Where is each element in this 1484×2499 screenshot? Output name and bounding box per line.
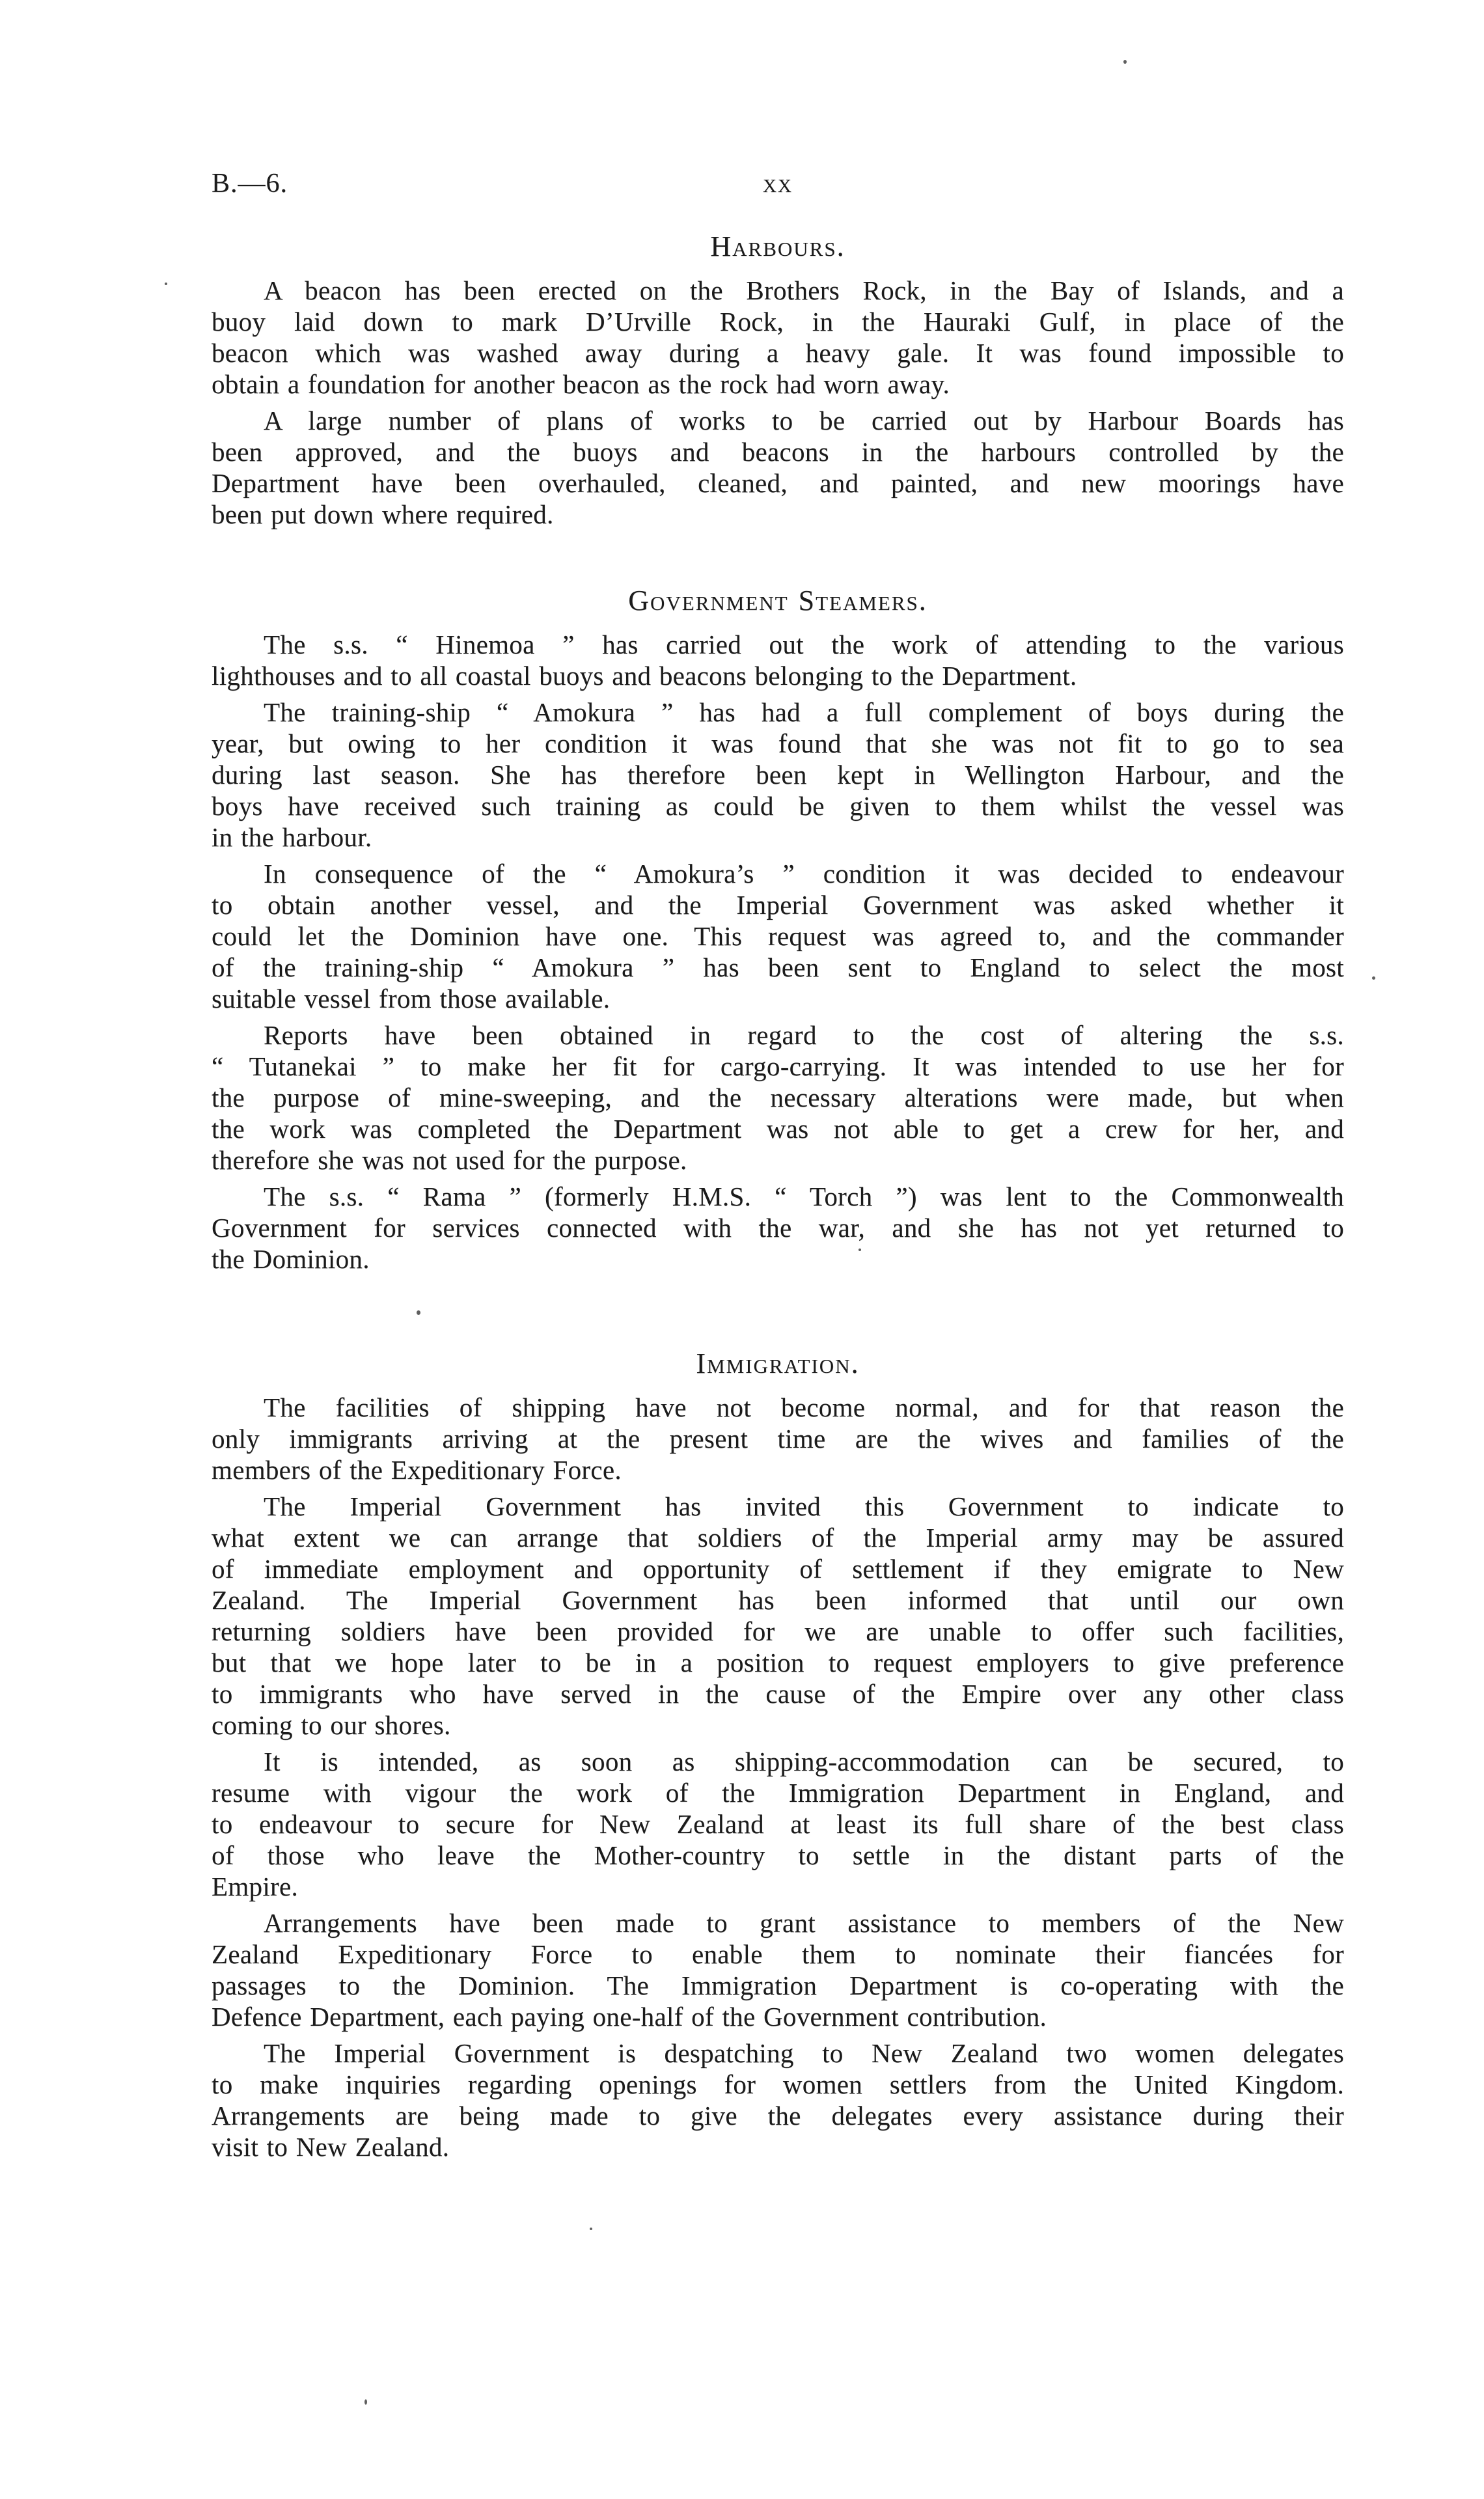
text-line: The s.s. “ Hinemoa ” has carried out the work of attending to the various [264,629,1344,659]
text-line: Zealand. The Imperial Government has been informed that until our own [212,1585,1344,1615]
text-line: Defence Department, each paying one-half of the Government contribution. [212,2002,1047,2032]
text-line: could let the Dominion have one. This request was agreed to, and the commander [212,921,1344,951]
text-line: The facilities of shipping have not become normal, and for that reason the [264,1392,1344,1422]
text-line: returning soldiers have been provided for we are unable to offer such facilities, [212,1616,1344,1646]
text-line: buoy laid down to mark D’Urville Rock, in the Hauraki Gulf, in place of the [212,307,1344,337]
paragraph [212,1019,1344,1176]
text-line: The training-ship “ Amokura ” has had a full complement of boys during the [264,697,1344,727]
scan-speck [1372,976,1375,980]
text-line: been approved, and the buoys and beacons in the harbours controlled by the [212,437,1344,467]
text-line: suitable vessel from those available. [212,984,611,1014]
paragraph [212,629,1344,691]
text-line: the Dominion. [212,1244,370,1274]
text-line: only immigrants arriving at the present time are the wives and families of the [212,1424,1344,1454]
text-line: The Imperial Government is despatching to New Zealand two women delegates [264,2038,1344,2068]
text-line: Reports have been obtained in regard to the cost of altering the s.s. [264,1020,1344,1050]
text-line: Arrangements have been made to grant assistance to members of the New [264,1908,1344,1938]
text-line: obtain a foundation for another beacon as the rock had worn away. [212,369,950,399]
text-line: to immigrants who have served in the cause of the Empire over any other class [212,1679,1344,1709]
paragraph [212,405,1344,530]
paragraph [212,1746,1344,1902]
scan-speck [859,1249,861,1251]
section-heading-harbours: Harbours. [710,230,845,262]
text-line: resume with vigour the work of the Immigration Department in England, and [212,1778,1344,1808]
section-harbours [212,230,1344,530]
section-heading-government-steamers: Government Steamers. [628,585,928,616]
text-line: Zealand Expeditionary Force to enable them to nominate their fiancées for [212,1939,1344,1969]
document-reference: B.—6. [212,169,288,199]
page-header [212,167,1344,200]
text-line: A beacon has been erected on the Brothers Rock, in the Bay of Islands, and a [264,275,1344,305]
text-line: It is intended, as soon as shipping-accommodation can be secured, to [264,1747,1344,1776]
paragraph [212,1491,1344,1741]
paragraph [212,697,1344,853]
text-line: boys have received such training as could be given to them whilst the vessel was [212,791,1344,821]
text-line: passages to the Dominion. The Immigration Department is co-operating with the [212,1970,1344,2000]
text-line: the work was completed the Department was not able to get a crew for her, and [212,1114,1344,1144]
text-line: Government for services connected with the war, and she has not yet returned to [212,1213,1344,1243]
text-line: beacon which was washed away during a heavy gale. It was found impossible to [212,338,1344,368]
text-line: members of the Expeditionary Force. [212,1455,622,1485]
text-line: to make inquiries regarding openings for women settlers from the United Kingdom. [212,2069,1344,2099]
scan-speck [1123,60,1127,64]
text-line: “ Tutanekai ” to make her fit for cargo-carrying. It was intended to use her for [212,1051,1344,1081]
text-line: year, but owing to her condition it was found that she was not fit to go to sea [212,728,1344,758]
scan-speck [165,283,167,285]
section-immigration [212,1347,1344,2162]
scan-speck [590,2228,592,2230]
text-line: what extent we can arrange that soldiers of the Imperial army may be assured [212,1523,1344,1553]
text-line: in the harbour. [212,822,372,852]
section-government-steamers [212,585,1344,1275]
page-number: xx [763,169,793,199]
text-line: The s.s. “ Rama ” (formerly H.M.S. “ Torch ”) was lent to the Commonwealth [264,1181,1344,1211]
text-line: of the training-ship “ Amokura ” has been sent to England to select the most [212,952,1344,982]
text-line: A large number of plans of works to be carried out by Harbour Boards has [264,406,1344,435]
text-line: In consequence of the “ Amokura’s ” condition it was decided to endeavour [264,859,1344,889]
document-body [212,207,1344,2168]
text-line: lighthouses and to all coastal buoys and beacons belonging to the Department. [212,661,1077,691]
paragraph [212,858,1344,1014]
text-line: Arrangements are being made to give the delegates every assistance during their [212,2101,1344,2131]
text-line: been put down where required. [212,499,554,529]
section-heading-immigration: Immigration. [696,1347,860,1379]
text-line: to endeavour to secure for New Zealand at least its full share of the best class [212,1809,1344,1839]
text-line: The Imperial Government has invited this Government to indicate to [264,1491,1344,1521]
paragraph [212,1907,1344,2032]
text-line: therefore she was not used for the purpose. [212,1145,687,1175]
text-line: Empire. [212,1871,299,1901]
text-line: the purpose of mine-sweeping, and the necessary alterations were made, but when [212,1083,1344,1112]
scan-speck [417,1310,420,1315]
text-line: Department have been overhauled, cleaned, and painted, and new moorings have [212,468,1344,498]
text-line: of those who leave the Mother-country to settle in the distant parts of the [212,1840,1344,1870]
paragraph [212,1181,1344,1275]
text-line: but that we hope later to be in a position to request employers to give preference [212,1648,1344,1678]
paragraph [212,2037,1344,2162]
text-line: of immediate employment and opportunity of settlement if they emigrate to New [212,1554,1344,1584]
text-line: during last season. She has therefore been kept in Wellington Harbour, and the [212,760,1344,790]
text-line: visit to New Zealand. [212,2132,450,2162]
paragraph [212,1392,1344,1485]
scan-speck [364,2399,367,2405]
text-line: coming to our shores. [212,1710,451,1740]
text-line: to obtain another vessel, and the Imperial Government was asked whether it [212,890,1344,920]
paragraph [212,275,1344,400]
